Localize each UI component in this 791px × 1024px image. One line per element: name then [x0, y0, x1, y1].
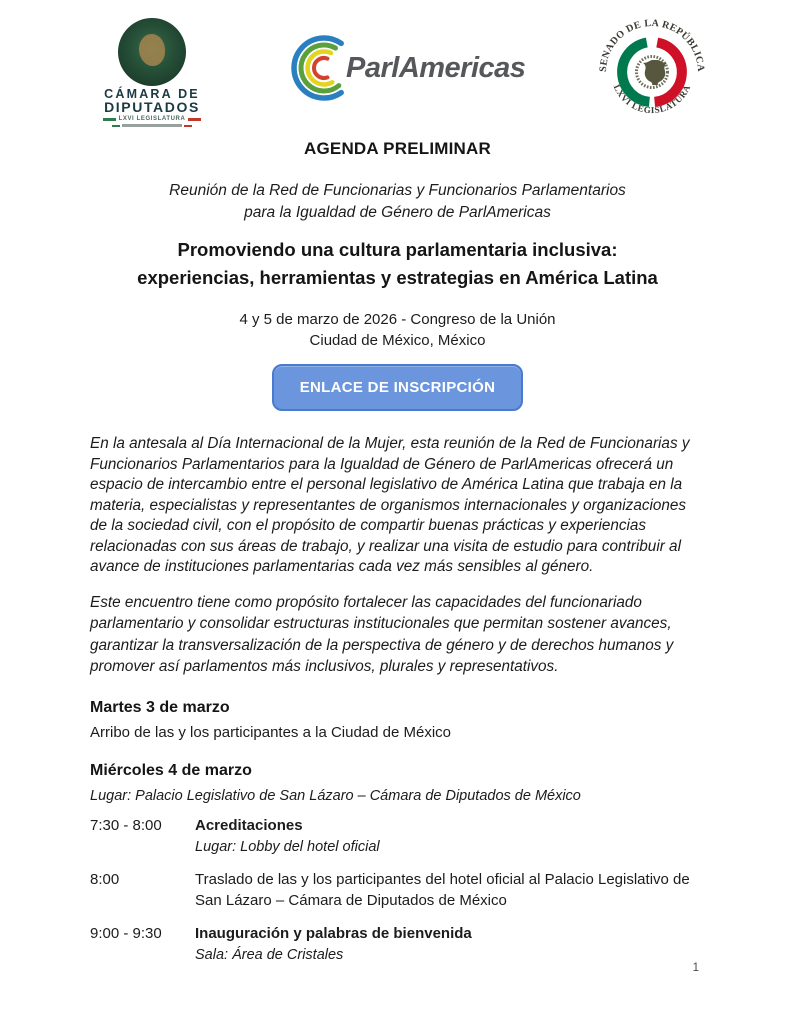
event-date-line1: 4 y 5 de marzo de 2026 - Congreso de la Unión [239, 311, 556, 328]
event-title [90, 236, 705, 292]
agenda-title: AGENDA PRELIMINAR [304, 139, 491, 158]
green-dash-icon [112, 125, 120, 127]
schedule-row [90, 923, 705, 965]
schedule-time: 9:00 - 9:30 [90, 924, 162, 942]
schedule-item-title: Acreditaciones [195, 816, 303, 834]
camara-name-line1: CÁMARA DE [104, 87, 200, 101]
schedule-item-title: Inauguración y palabras de bienvenida [195, 924, 472, 942]
event-title-line2: experiencias, herramientas y estrategias en América Latina [137, 267, 658, 288]
meeting-subtitle-line1: Reunión de la Red de Funcionarias y Funcionarios Parlamentarios [169, 182, 626, 199]
camara-legislature-label: LXVI LEGISLATURA [118, 116, 186, 122]
red-dash-icon [188, 118, 201, 121]
senado-republica-logo [596, 14, 708, 131]
senado-bottom-text: LXVI LEGISLATURA [611, 82, 693, 116]
meeting-subtitle [90, 180, 705, 224]
camara-seal-icon [118, 18, 186, 86]
intro-paragraph-2: Este encuentro tiene como propósito fortalecer las capacidades del funcionariado parlamentario y consolidar estructuras institucionales que permitan sostener avances, garantizar la transversalización de la perspectiva de género y de derechos humanos y promover así parlamentos más inclusivos, plurales y representativos. [90, 593, 674, 675]
schedule-item-detail: Lugar: Lobby del hotel oficial [195, 838, 380, 855]
senado-seal-icon [596, 14, 708, 126]
header-logo-band [0, 0, 791, 126]
schedule-time: 7:30 - 8:00 [90, 816, 162, 834]
meeting-subtitle-line2: para la Igualdad de Género de ParlAmericas [244, 204, 551, 221]
schedule-time: 8:00 [90, 870, 120, 888]
senado-top-text: SENADO DE LA REPÚBLICA [597, 17, 707, 73]
schedule-item-body [195, 815, 705, 857]
day2-location: Lugar: Palacio Legislativo de San Lázaro – Cámara de Diputados de México [90, 787, 581, 804]
camara-name-line2: DIPUTADOS [104, 99, 200, 115]
schedule-item-detail: Sala: Área de Cristales [195, 946, 344, 963]
parlamericas-logo [288, 32, 525, 104]
intro-paragraph-1: En la antesala al Día Internacional de la Mujer, esta reunión de la Red de Funcionarias y Funcionarios Parlamentarios para la Igualdad de Género de ParlAmericas ofrecerá un espacio de intercambio entre el personal legislativo de América Latina que trabaja en la materia, especialistas y representantes de organismos internacionales y organizaciones de la sociedad civil, con el propósito de compartir buenas prácticas y experiencias relacionadas con sus áreas de trabajo, y realizar una visita de estudio para contribuir al avance de instituciones parlamentarias cada vez más sensibles al género. [90, 435, 690, 575]
day-heading-miercoles-4: Miércoles 4 de marzo [90, 761, 252, 779]
registration-button-row [90, 364, 705, 411]
camara-legislature-line [96, 116, 208, 122]
schedule-item-body [195, 869, 705, 911]
registration-link-button[interactable]: ENLACE DE INSCRIPCIÓN [272, 364, 523, 411]
document-body [0, 139, 791, 965]
green-dash-icon [103, 118, 116, 121]
schedule-row [90, 815, 705, 857]
camara-micro-text-line [96, 124, 208, 127]
event-date-line2: Ciudad de México, México [309, 332, 486, 349]
day-heading-martes-3: Martes 3 de marzo [90, 698, 230, 716]
day1-note: Arribo de las y los participantes a la Ciudad de México [90, 723, 452, 741]
camara-diputados-logo [96, 18, 208, 127]
page-number: 1 [692, 962, 699, 974]
red-dash-icon [184, 125, 192, 127]
schedule-item-body [195, 923, 705, 965]
schedule-row [90, 869, 705, 911]
schedule-item-title: Traslado de las y los participantes del hotel oficial al Palacio Legislativo de San Lázaro – Cámara de Diputados de México [195, 870, 690, 909]
parlamericas-wordmark: ParlAmericas [346, 51, 526, 84]
event-title-line1: Promoviendo una cultura parlamentaria inclusiva: [177, 239, 618, 260]
micro-text-bar [122, 124, 182, 127]
event-dates [90, 309, 705, 351]
